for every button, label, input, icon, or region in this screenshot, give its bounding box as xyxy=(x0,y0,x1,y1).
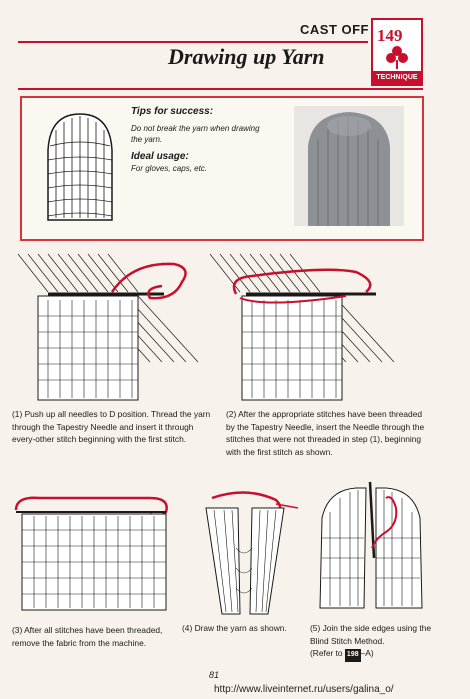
tips-heading: Tips for success: xyxy=(131,106,214,117)
reference-badge: 198 xyxy=(345,649,361,662)
step-5-ref-suffix: –A) xyxy=(360,648,374,658)
step-3-caption: (3) After all stitches have been threaded, remove the fabric from the machine. xyxy=(12,625,163,648)
usage-text: For gloves, caps, etc. xyxy=(131,164,208,173)
step-5-caption xyxy=(310,622,438,662)
tips-text: Do not break the yarn when drawing the yarn. xyxy=(131,124,260,144)
step-2-illustration xyxy=(206,252,416,404)
step-2-caption: (2) After the appropriate stitches have been threaded by the Tapestry Needle, insert the Needle through the stitches that were not threaded in step (1), beginning with the first stitch as shown. xyxy=(226,409,425,457)
page-number: 81 xyxy=(209,670,220,680)
step-4-caption: (4) Draw the yarn as shown. xyxy=(182,623,287,633)
step-5-ref-prefix: (Refer to xyxy=(310,648,343,658)
usage-heading: Ideal usage: xyxy=(131,151,189,162)
page-title: Drawing up Yarn xyxy=(168,44,325,69)
clover-icon xyxy=(385,44,409,70)
section-label: CAST OFF xyxy=(300,22,369,37)
step-5-illustration xyxy=(316,478,428,618)
knitted-cap-illustration xyxy=(40,110,120,225)
step-1-illustration xyxy=(14,252,214,404)
technique-badge xyxy=(371,18,423,86)
title-rule xyxy=(18,88,423,90)
step-5-text: (5) Join the side edges using the Blind Stitch Method. xyxy=(310,623,432,646)
step-1-caption: (1) Push up all needles to D position. Thread the yarn through the Tapestry Needle and insert it through every-other stitch beginning with the first stitch. xyxy=(12,409,211,444)
knitted-cap-photo xyxy=(294,106,404,226)
header-rule xyxy=(18,41,368,43)
technique-number: 149 xyxy=(377,26,403,45)
source-url: http://www.liveinternet.ru/users/galina_o/ xyxy=(214,684,394,695)
step-3-illustration xyxy=(10,490,172,620)
technique-label: TECHNIQUE xyxy=(373,71,421,84)
step-4-illustration xyxy=(192,488,300,618)
